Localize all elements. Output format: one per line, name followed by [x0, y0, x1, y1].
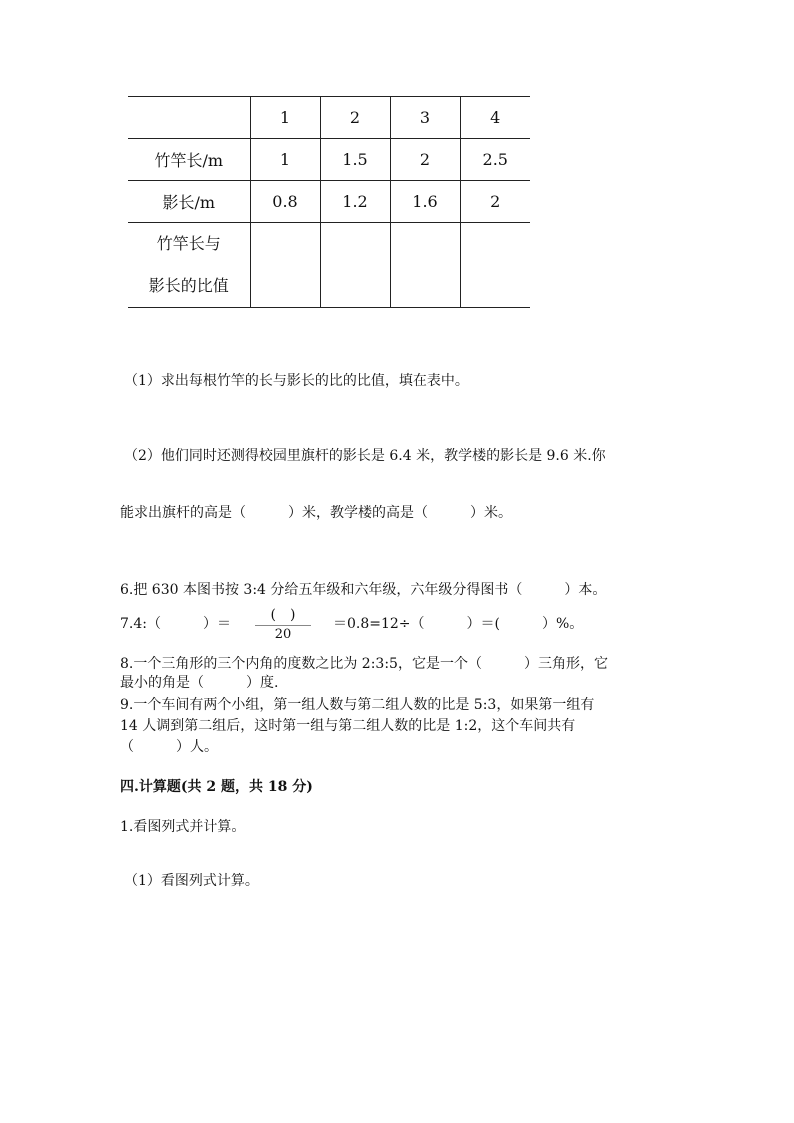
row-label-bamboo: 竹竿长/m	[128, 139, 250, 181]
section4-question-1-sub1: （1）看图列式计算。	[124, 873, 259, 889]
table-header-cell: 3	[390, 97, 460, 139]
answer-cell[interactable]	[250, 223, 320, 308]
table-cell: 1.2	[320, 181, 390, 223]
question-8-line1: 8.一个三角形的三个内角的度数之比为 2:3:5，它是一个（ ）三角形，它	[120, 656, 608, 672]
table-cell: 1.5	[320, 139, 390, 181]
answer-cell[interactable]	[390, 223, 460, 308]
fraction-numerator: ( )	[270, 607, 296, 623]
fraction-bar	[255, 625, 311, 626]
table-row-bamboo-length	[128, 139, 530, 181]
table-cell: 1.6	[390, 181, 460, 223]
question-9-line3: （ ）人。	[120, 739, 218, 755]
ratio-table	[128, 96, 530, 308]
question-9-line2: 14 人调到第二组后，这时第一组与第二组人数的比是 1:2，这个车间共有	[120, 718, 576, 734]
fraction	[255, 606, 311, 643]
table-header-row	[128, 97, 530, 139]
question-p2-line2: 能求出旗杆的高是（ ）米，教学楼的高是（ ）米。	[120, 505, 512, 521]
table-header-cell: 4	[460, 97, 530, 139]
fraction-denominator: 20	[274, 627, 292, 642]
table-header-cell: 2	[320, 97, 390, 139]
answer-cell[interactable]	[460, 223, 530, 308]
table-row-ratio	[128, 223, 530, 308]
question-9-line1: 9.一个车间有两个小组，第一组人数与第二组人数的比是 5:3，如果第一组有	[120, 697, 595, 713]
row-label-ratio-line1: 竹竿长与	[156, 234, 221, 253]
section4-question-1: 1.看图列式并计算。	[120, 819, 246, 835]
question-p1: （1）求出每根竹竿的长与影长的比的比值，填在表中。	[124, 373, 469, 389]
section-heading-calculation: 四.计算题(共 2 题，共 18 分)	[120, 779, 313, 795]
row-label-shadow: 影长/m	[128, 181, 250, 223]
table-cell: 0.8	[250, 181, 320, 223]
table-cell: 1	[250, 139, 320, 181]
table-row-shadow-length	[128, 181, 530, 223]
table-cell: 2	[390, 139, 460, 181]
table-cell: 2	[460, 181, 530, 223]
table-header-cell: 1	[250, 97, 320, 139]
answer-cell[interactable]	[320, 223, 390, 308]
row-label-ratio	[128, 223, 250, 308]
question-7-right: ＝0.8=12÷（ ）＝( ）%。	[333, 616, 584, 632]
question-8-line2: 最小的角是（ ）度.	[120, 675, 279, 691]
table-header-cell	[128, 97, 250, 139]
row-label-ratio-line2: 影长的比值	[148, 276, 229, 295]
table-cell: 2.5	[460, 139, 530, 181]
question-7-left: 7.4:（ ）＝	[120, 616, 231, 632]
question-6: 6.把 630 本图书按 3:4 分给五年级和六年级，六年级分得图书（ ）本。	[120, 582, 607, 598]
question-p2-line1: （2）他们同时还测得校园里旗杆的影长是 6.4 米，教学楼的影长是 9.6 米.你	[124, 448, 606, 464]
